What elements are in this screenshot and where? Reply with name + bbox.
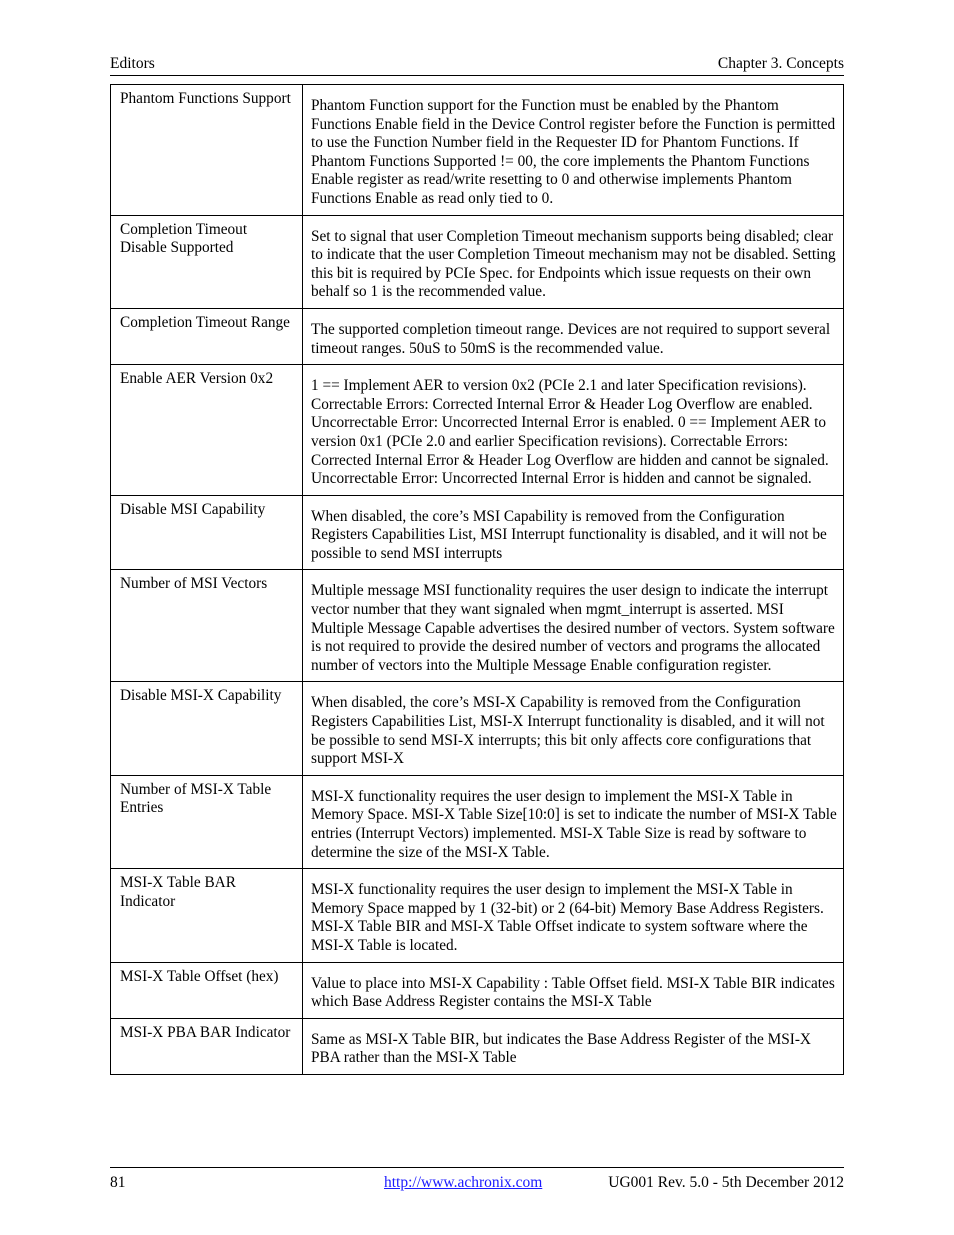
param-name: MSI-X PBA BAR Indicator	[111, 1018, 303, 1074]
table-row	[111, 1018, 844, 1074]
param-description: 1 == Implement AER to version 0x2 (PCIe 2.1 and later Specification revisions). Correctable Errors: Corrected Internal Error & Header Log Overflow are enabled. Uncorrectable Error: Uncorrected Internal Error is enabled. 0 == Implement AER to version 0x1 (PCIe 2.0 and earlier Specification revisions). Correctable Errors: Corrected Internal Error & Header Log Overflow are hidden and cannot be signaled. Uncorrectable Error: Uncorrected Internal Error is hidden and cannot be signaled.	[303, 365, 844, 496]
param-description: The supported completion timeout range. Devices are not required to support several timeout ranges. 50uS to 50mS is the recommended value.	[303, 308, 844, 364]
header-chapter: Chapter 3. Concepts	[717, 55, 844, 72]
param-description: MSI-X functionality requires the user design to implement the MSI-X Table in Memory Space mapped by 1 (32-bit) or 2 (64-bit) Memory Base Address Registers. MSI-X Table BIR and MSI-X Table Offset indicate to system software where the MSI-X Table is located.	[303, 869, 844, 962]
table-row	[111, 85, 844, 216]
param-name: Completion Timeout Disable Supported	[111, 215, 303, 308]
param-name: Phantom Functions Support	[111, 85, 303, 216]
header-rule	[110, 75, 844, 76]
param-description: Phantom Function support for the Function must be enabled by the Phantom Functions Enable field in the Device Control register before the Function is permitted to use the Function Number field in the Requester ID for Phantom Functions. If Phantom Functions Supported != 00, the core implements the Phantom Functions Enable register as read/write resetting to 0 and otherwise implements Phantom Functions Enable as read only tied to 0.	[303, 85, 844, 216]
header-section: Editors	[110, 55, 155, 72]
table-row	[111, 570, 844, 682]
param-name: Disable MSI-X Capability	[111, 682, 303, 775]
table-row	[111, 869, 844, 962]
parameter-table	[110, 84, 844, 1075]
param-description: Set to signal that user Completion Timeout mechanism supports being disabled; clear to indicate that the user Completion Timeout mechanism may not be disabled. Setting this bit is required by PCIe Spec. for Endpoints which issue requests on their own behalf so 1 is the recommended value.	[303, 215, 844, 308]
param-name: MSI-X Table Offset (hex)	[111, 962, 303, 1018]
param-description: MSI-X functionality requires the user design to implement the MSI-X Table in Memory Space. MSI-X Table Size[10:0] is set to indicate the number of MSI-X Table entries (Interrupt Vectors) implemented. MSI-X Table Size is read by software to determine the size of the MSI-X Table.	[303, 775, 844, 868]
table-row	[111, 682, 844, 775]
table-row	[111, 308, 844, 364]
document-id: UG001 Rev. 5.0 - 5th December 2012	[608, 1174, 844, 1191]
param-description: Value to place into MSI-X Capability : Table Offset field. MSI-X Table BIR indicates which Base Address Register contains the MSI-X Table	[303, 962, 844, 1018]
param-name: MSI-X Table BAR Indicator	[111, 869, 303, 962]
table-row	[111, 215, 844, 308]
page-number: 81	[110, 1174, 126, 1191]
param-description: When disabled, the core’s MSI Capability is removed from the Configuration Registers Capabilities List, MSI Interrupt functionality is disabled, and it will not be possible to send MSI interrupts	[303, 495, 844, 570]
website-link[interactable]: http://www.achronix.com	[384, 1174, 543, 1191]
param-name: Enable AER Version 0x2	[111, 365, 303, 496]
footer-rule	[110, 1167, 844, 1168]
param-name: Number of MSI-X Table Entries	[111, 775, 303, 868]
param-name: Number of MSI Vectors	[111, 570, 303, 682]
param-description: Same as MSI-X Table BIR, but indicates the Base Address Register of the MSI-X PBA rather than the MSI-X Table	[303, 1018, 844, 1074]
param-description: When disabled, the core’s MSI-X Capability is removed from the Configuration Registers Capabilities List, MSI-X Interrupt functionality is disabled, and it will not be possible to send MSI-X interrupts; this bit only affects core configurations that support MSI-X	[303, 682, 844, 775]
table-row	[111, 495, 844, 570]
table-row	[111, 775, 844, 868]
table-row	[111, 365, 844, 496]
table-row	[111, 962, 844, 1018]
param-name: Completion Timeout Range	[111, 308, 303, 364]
param-name: Disable MSI Capability	[111, 495, 303, 570]
param-description: Multiple message MSI functionality requires the user design to indicate the interrupt vector number that they want signaled when mgmt_interrupt is asserted. MSI Multiple Message Capable advertises the desired number of vectors. System software is not required to provide the desired number of vectors and programs the allocated number of vectors into the Multiple Message Enable configuration register.	[303, 570, 844, 682]
